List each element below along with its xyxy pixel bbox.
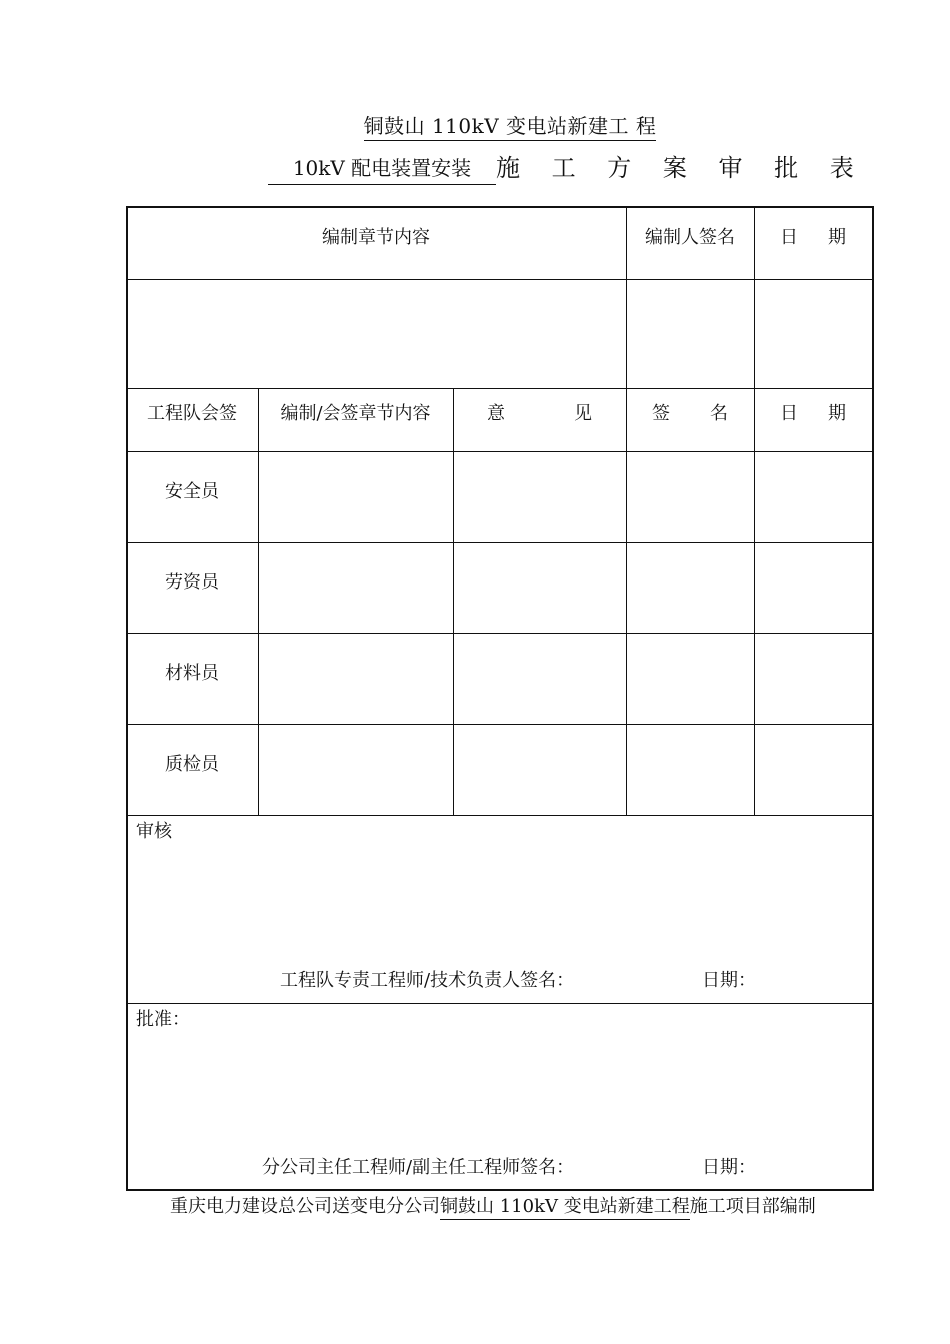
countersign-chapters-field[interactable]: [259, 452, 453, 542]
date-field[interactable]: [755, 634, 872, 724]
role-labor-officer: 劳资员: [165, 571, 219, 593]
countersign-chapters-field[interactable]: [259, 634, 453, 724]
table-border-bottom: [126, 1189, 874, 1191]
table-border-right: [872, 206, 874, 1190]
date-field[interactable]: [755, 452, 872, 542]
footer-compiler-line: [170, 1192, 816, 1218]
signature-field[interactable]: [627, 634, 754, 724]
countersign-chapters-field[interactable]: [259, 543, 453, 633]
header-date-2: [754, 388, 872, 436]
form-title: 施 工 方 案 审 批 表: [496, 154, 866, 182]
role-quality-inspector: 质检员: [165, 753, 219, 775]
header-signature-char: 签: [652, 403, 670, 424]
header-opinion: [453, 388, 626, 436]
form-title-line: [0, 152, 950, 192]
header-signature-char: 名: [710, 403, 728, 424]
approval-label: 批准：: [136, 1009, 190, 1030]
header-opinion-char: 意: [487, 403, 505, 424]
approval-signer-label: 分公司主任工程师/副主任工程师签名：: [262, 1157, 575, 1178]
header-team-countersign: 工程队会签: [147, 403, 237, 424]
header-opinion-char: 见: [574, 403, 592, 424]
footer-suffix: 施工项目部编制: [689, 1196, 816, 1217]
project-title: [0, 110, 950, 139]
chapter-content-field[interactable]: [127, 280, 626, 388]
role-safety-officer: 安全员: [165, 480, 219, 502]
signature-field[interactable]: [627, 543, 754, 633]
row-divider: [126, 1003, 874, 1004]
header-date-char: 日: [780, 227, 798, 248]
row-divider: [126, 815, 874, 816]
header-date: [754, 206, 872, 266]
header-author-signature: 编制人签名: [645, 227, 735, 248]
author-signature-field[interactable]: [627, 280, 754, 388]
project-title-text: 铜鼓山 110kV 变电站新建工 程: [364, 114, 657, 141]
review-label: 审核: [136, 821, 172, 842]
author-date-field[interactable]: [755, 280, 872, 388]
role-materials-officer: 材料员: [165, 662, 219, 684]
header-countersign-chapters: 编制/会签章节内容: [280, 403, 431, 424]
footer-company: 重庆电力建设总公司送变电分公司: [170, 1196, 440, 1217]
approval-date-label: 日期：: [702, 1157, 756, 1178]
countersign-chapters-field[interactable]: [259, 725, 453, 815]
opinion-field[interactable]: [454, 452, 626, 542]
date-field[interactable]: [755, 725, 872, 815]
review-signer-label: 工程队专责工程师/技术负责人签名：: [280, 970, 575, 991]
header-date-char: 期: [828, 227, 846, 248]
date-field[interactable]: [755, 543, 872, 633]
header-date-char: 日: [780, 403, 798, 424]
signature-field[interactable]: [627, 452, 754, 542]
header-date-char: 期: [828, 403, 846, 424]
signature-field[interactable]: [627, 725, 754, 815]
subproject-name: 10kV 配电装置安装: [268, 152, 496, 185]
opinion-field[interactable]: [454, 543, 626, 633]
review-date-label: 日期：: [702, 970, 756, 991]
footer-project: 铜鼓山 110kV 变电站新建工程: [440, 1196, 690, 1220]
header-signature: [626, 388, 754, 436]
opinion-field[interactable]: [454, 634, 626, 724]
opinion-field[interactable]: [454, 725, 626, 815]
header-chapter-content: 编制章节内容: [322, 227, 430, 248]
